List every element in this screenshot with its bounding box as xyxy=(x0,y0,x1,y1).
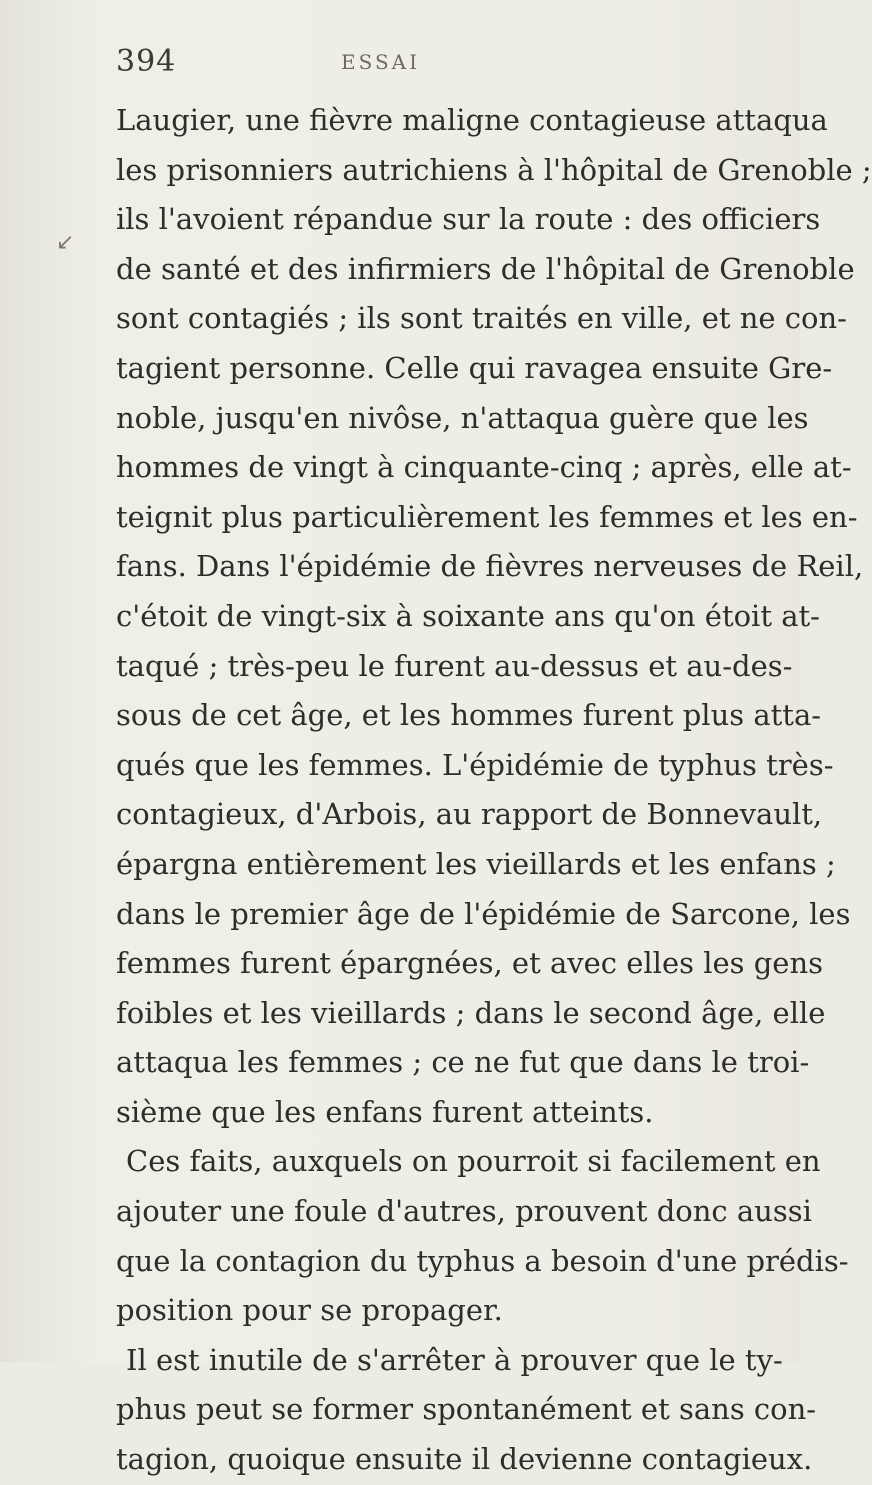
page-number: 394 xyxy=(116,44,177,79)
text-line: taqué ; très-peu le furent au-dessus et au-des- xyxy=(116,648,793,683)
text-line: teignit plus particulièrement les femmes et les en- xyxy=(116,499,858,534)
text-line: fans. Dans l'épidémie de fièvres nerveuses de Reil, xyxy=(116,549,864,584)
text-line: noble, jusqu'en nivôse, n'attaqua guère que les xyxy=(116,400,809,435)
margin-pencil-mark: ↙ xyxy=(56,230,75,255)
text-line: de santé et des infirmiers de l'hôpital de Grenoble xyxy=(116,251,855,286)
text-line: femmes furent épargnées, et avec elles les gens xyxy=(116,946,824,981)
text-line: qués que les femmes. L'épidémie de typhus très- xyxy=(116,747,834,782)
text-line: sième que les enfans furent atteints. xyxy=(116,1094,654,1129)
running-head: ESSAI xyxy=(341,50,420,74)
text-line: phus peut se former spontanément et sans con- xyxy=(116,1392,817,1427)
page-header xyxy=(116,44,736,84)
text-line: attaqua les femmes ; ce ne fut que dans le troi- xyxy=(116,1045,810,1080)
text-line: sont contagiés ; ils sont traités en ville, et ne con- xyxy=(116,301,847,336)
text-line: position pour se propager. xyxy=(116,1293,503,1328)
text-line: c'étoit de vingt-six à soixante ans qu'on étoit at- xyxy=(116,598,820,633)
text-line: Ces faits, auxquels on pourroit si facilement en xyxy=(126,1144,821,1179)
text-line: ajouter une foule d'autres, prouvent donc aussi xyxy=(116,1194,812,1229)
text-line: Il est inutile de s'arrêter à prouver que le ty- xyxy=(126,1342,783,1377)
text-line: sous de cet âge, et les hommes furent plus atta- xyxy=(116,698,822,733)
text-line: tagion, quoique ensuite il devienne contagieux. xyxy=(116,1442,813,1477)
text-line: dans le premier âge de l'épidémie de Sarcone, les xyxy=(116,896,851,931)
text-line: foibles et les vieillards ; dans le second âge, elle xyxy=(116,995,826,1030)
text-line: épargna entièrement les vieillards et les enfans ; xyxy=(116,846,836,881)
text-line: Laugier, une fièvre maligne contagieuse attaqua xyxy=(116,103,828,137)
text-line: contagieux, d'Arbois, au rapport de Bonnevault, xyxy=(116,797,823,832)
body-text xyxy=(116,96,872,1485)
text-line: les prisonniers autrichiens à l'hôpital de Grenoble ; xyxy=(116,152,872,187)
text-line: hommes de vingt à cinquante-cinq ; après, elle at- xyxy=(116,450,852,485)
text-line: que la contagion du typhus a besoin d'une prédis- xyxy=(116,1243,849,1278)
text-line: tagient personne. Celle qui ravagea ensuite Gre- xyxy=(116,350,833,385)
text-line: ils l'avoient répandue sur la route : des officiers xyxy=(116,202,821,237)
